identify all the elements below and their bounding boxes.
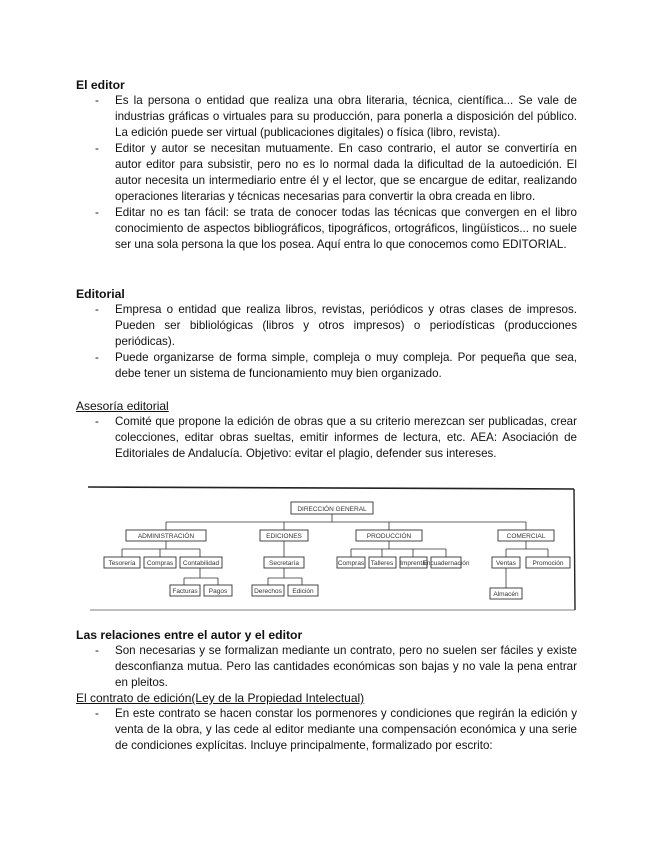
- bullet-dash: -: [95, 351, 99, 364]
- node-compras-prod-label: Compras: [337, 560, 365, 567]
- bullet-dash: -: [95, 206, 99, 219]
- node-dept-administracion-label: ADMINISTRACIÓN: [137, 533, 195, 540]
- node-root-label: DIRECCIÓN GENERAL: [297, 506, 367, 513]
- contrato-title: El contrato de edición: [76, 691, 192, 705]
- node-contabilidad-label: Contabilidad: [182, 560, 220, 567]
- node-pagos-label: Pagos: [208, 588, 228, 595]
- node-almacen-label: Almacén: [493, 591, 519, 598]
- section-heading-relaciones: Las relaciones entre el autor y el editor: [76, 628, 303, 642]
- bullet-text: Puede organizarse de forma simple, compleja o muy compleja. Por pequeña que sea, debe tener un sistema de funcionamiento muy bien organizado.: [115, 351, 577, 380]
- bullet-text: Es la persona o entidad que realiza una obra literaria, técnica, científica... Se vale de industrias gráficas o virtuales para su producción, para ponerla a disposición del público. La edición puede ser virtual (publicaciones digitales) o física (libro, revista).: [115, 94, 577, 139]
- bullet-text: En este contrato se hacen constar los pormenores y condiciones que regirán la edición y venta de la obra, y las cede al editor mediante una compensación económica y una serie de condiciones explícitas. Incluye principalmente, formalizado por escrito:: [115, 707, 577, 752]
- node-tesoreria-label: Tesorería: [108, 560, 136, 567]
- bullet-dash: -: [95, 707, 99, 720]
- bullet-text: Editar no es tan fácil: se trata de conocer todas las técnicas que convergen en el libro conocimiento de aspectos bibliográficos, tipográficos, ortográficos, lingüísticos... no suele ser una sola persona la que los posea. Aquí entra lo que conocemos como EDITORIAL.: [115, 206, 577, 251]
- bullet-text: Editor y autor se necesitan mutuamente. En caso contrario, el autor se convertiría en autor editor para subsistir, pero no es lo normal dada la dificultad de la autoedición. El autor necesita un intermediario entre él y el lector, que se encargue de editar, realizando operaciones literarias y técnicas necesarias para convertir la obra creada en libro.: [115, 142, 577, 203]
- list-item: [95, 643, 577, 691]
- list-item: [95, 205, 577, 269]
- bullet-dash: -: [95, 142, 99, 155]
- org-chart-svg: [88, 482, 578, 612]
- subsection-heading-asesoria: Asesoría editorial: [76, 399, 169, 413]
- list-item: [95, 350, 577, 382]
- list-item: [95, 706, 577, 754]
- bullet-text: Empresa o entidad que realiza libros, revistas, periódicos y otras clases de impresos. Pueden ser bibliológicas (libros y otros impresos) o periodísticas (producciones periódicas).: [115, 303, 577, 348]
- subsection-heading-contrato: [76, 690, 364, 706]
- list-item: [95, 93, 577, 141]
- node-compras-admin-label: Compras: [146, 560, 174, 567]
- node-encuadernacion-label: Encuadernación: [422, 560, 470, 567]
- node-facturas-label: Facturas: [172, 588, 198, 595]
- list-item: [95, 302, 577, 350]
- bullet-dash: -: [95, 94, 99, 107]
- bullet-dash: -: [95, 303, 99, 316]
- bullet-text: Comité que propone la edición de obras que a su criterio merezcan ser publicadas, crear colecciones, editar obras sueltas, emitir informes de lectura, etc. AEA: Asociación de Editoriales de Andalucía. Objetivo: evitar el plagio, defender sus intereses.: [115, 415, 577, 460]
- scan-border-right: [574, 489, 575, 610]
- scan-border-top: [88, 487, 574, 489]
- section-heading-editorial: Editorial: [76, 287, 125, 301]
- bullet-dash: -: [95, 644, 99, 657]
- node-secretaria-label: Secretaría: [269, 560, 299, 567]
- node-promocion-label: Promoción: [532, 560, 564, 567]
- list-item: [95, 414, 577, 462]
- node-edicion-label: Edición: [292, 588, 314, 595]
- bullet-dash: -: [95, 415, 99, 428]
- node-talleres-label: Talleres: [370, 560, 394, 567]
- node-dept-comercial-label: COMERCIAL: [506, 533, 546, 540]
- node-ventas-label: Ventas: [496, 560, 516, 567]
- list-item: [95, 141, 577, 205]
- section-heading-editor: El editor: [76, 78, 125, 92]
- node-dept-ediciones-label: EDICIONES: [266, 533, 302, 540]
- bullet-text: Son necesarias y se formalizan mediante un contrato, pero no suelen ser fáciles y existe desconfianza mutua. Pero las cantidades económicas son bajas y no vale la pena entrar en pleitos.: [115, 644, 577, 689]
- org-chart-diagram: [88, 482, 578, 612]
- contrato-title-suffix: (Ley de la Propiedad Intelectual): [191, 691, 365, 705]
- node-dept-produccion-label: PRODUCCIÓN: [366, 533, 412, 540]
- node-derechos-label: Derechos: [254, 588, 282, 595]
- node-imprenta-label: Imprenta: [400, 560, 426, 567]
